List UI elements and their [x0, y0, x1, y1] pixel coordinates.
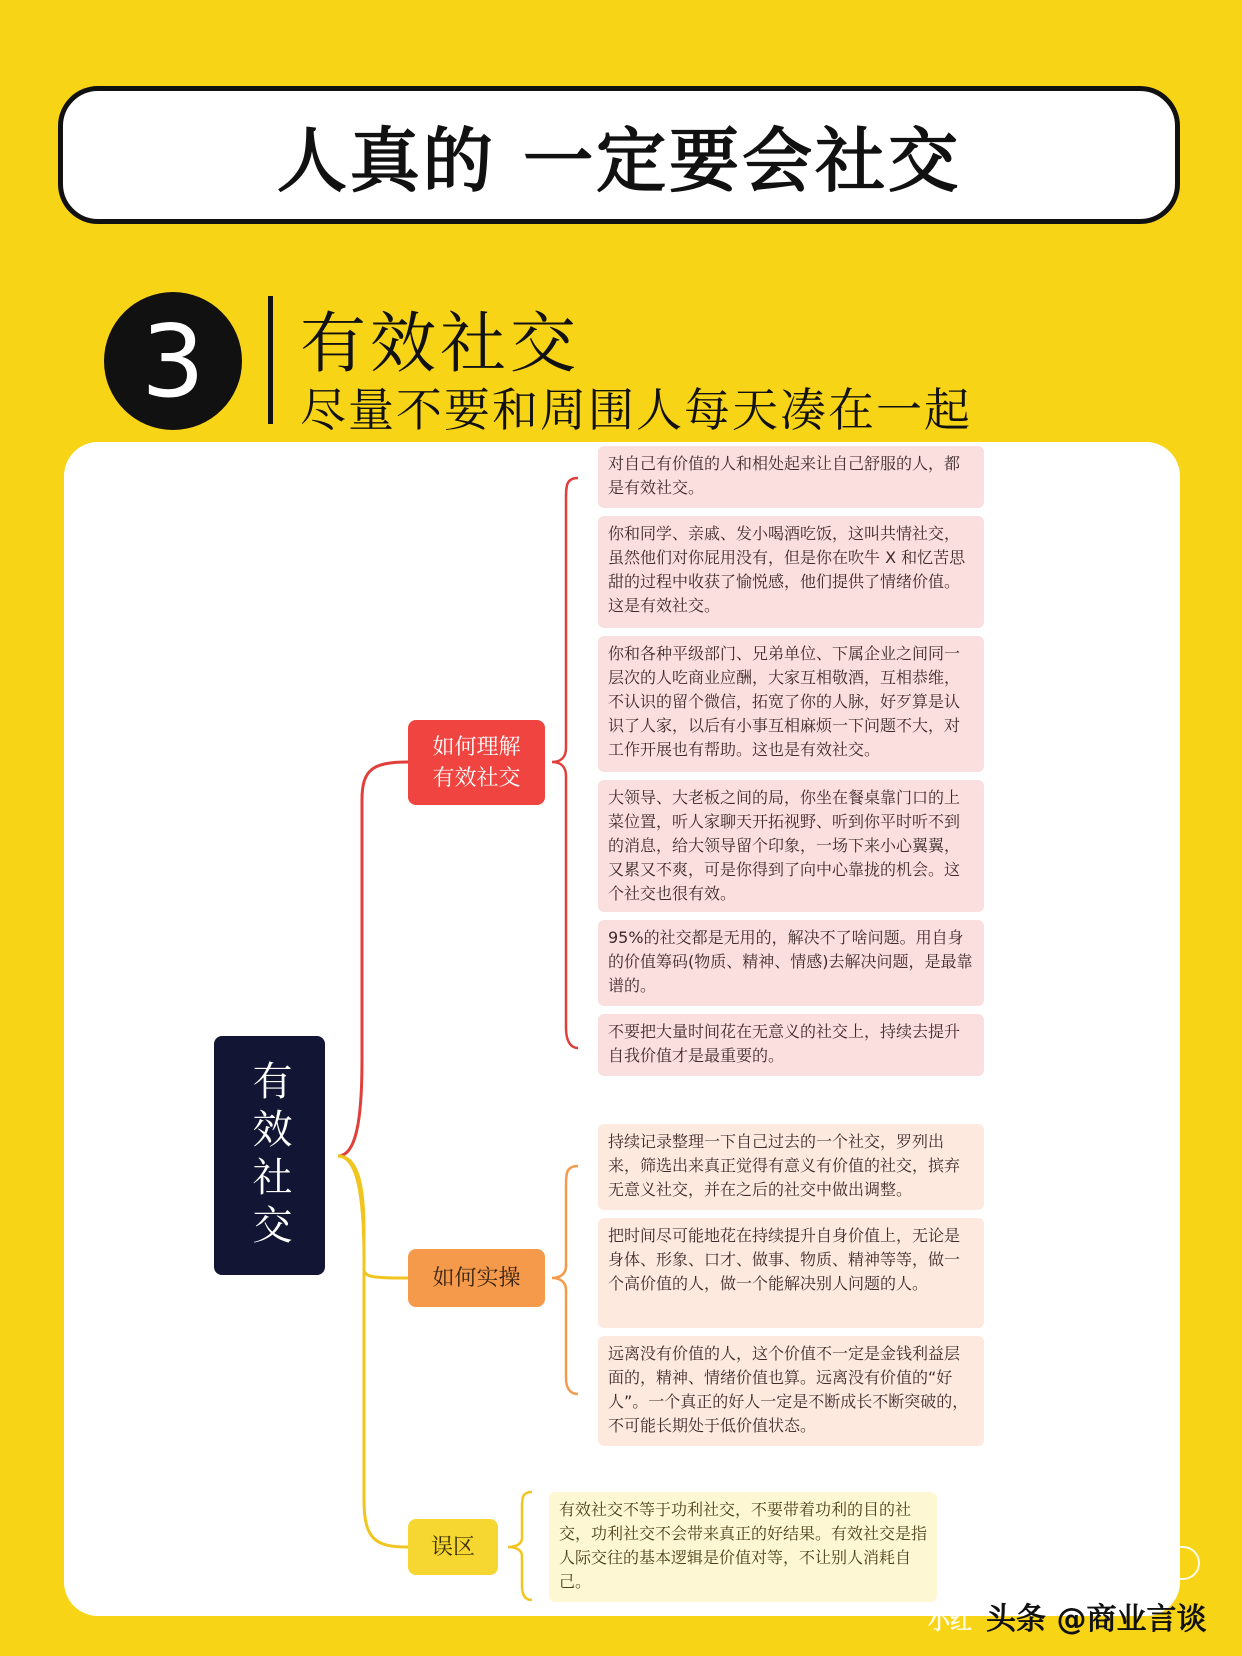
branch-label: 如何实操 — [432, 1265, 521, 1291]
page-title: 人真的 一定要会社交 — [276, 119, 962, 202]
leaf-node: 对自己有价值的人和相处起来让自己舒服的人，都是有效社交。 — [598, 446, 984, 508]
section-subtitle: 尽量不要和周围人每天凑在一起 — [300, 383, 972, 437]
bracket-branch-3 — [508, 1492, 532, 1600]
branch-node-understanding — [408, 720, 545, 805]
branch-node-practice — [408, 1249, 545, 1307]
bracket-branch-2 — [552, 1166, 578, 1394]
source-watermark: 头条 @商业言谈 — [986, 1602, 1207, 1637]
leaf-node: 你和同学、亲戚、发小喝酒吃饭，这叫共情社交，虽然他们对你屁用没有，但是你在吹牛 X 和忆苦思甜的过程中收获了愉悦感，他们提供了情绪价值。这是有效社交。 — [598, 516, 984, 628]
bracket-branch-1 — [552, 478, 578, 1048]
branch-node-misconception — [408, 1519, 498, 1575]
faded-watermark: 小红 — [928, 1610, 973, 1635]
root-node: 有效社交 — [214, 1036, 325, 1275]
leaf-node: 远离没有价值的人，这个价值不一定是金钱利益层面的，精神、情绪价值也算。远离没有价值的“好人”。一个真正的好人一定是不断成长不断突破的，不可能长期处于低价值状态。 — [598, 1336, 984, 1446]
connector-root-branch-3 — [338, 1156, 408, 1547]
leaf-node: 持续记录整理一下自己过去的一个社交，罗列出来，筛选出来真正觉得有意义有价值的社交，摈弃无意义社交，并在之后的社交中做出调整。 — [598, 1124, 984, 1210]
branch-label: 误区 — [430, 1534, 475, 1560]
section-title: 有效社交 — [300, 305, 580, 382]
branch-label: 如何理解 有效社交 — [432, 734, 521, 791]
connector-root-branch-2 — [338, 1156, 408, 1278]
watermark-badge: 5 — [1122, 1546, 1200, 1580]
leaf-node: 不要把大量时间花在无意义的社交上，持续去提升自我价值才是最重要的。 — [598, 1014, 984, 1076]
leaf-node: 大领导、大老板之间的局，你坐在餐桌靠门口的上菜位置，听人家聊天开拓视野、听到你平时听不到的消息，给大领导留个印象，一场下来小心翼翼，又累又不爽，可是你得到了向中心靠拢的机会。这个社交也很有效。 — [598, 780, 984, 912]
leaf-node: 有效社交不等于功利社交，不要带着功利的目的社交，功利社交不会带来真正的好结果。有效社交是指人际交往的基本逻辑是价值对等，不让别人消耗自己。 — [549, 1492, 937, 1602]
connector-root-branch-1 — [338, 762, 408, 1156]
leaf-node: 你和各种平级部门、兄弟单位、下属企业之间同一层次的人吃商业应酬，大家互相敬酒，互相恭维，不认识的留个微信，拓宽了你的人脉，好歹算是认识了人家，以后有小事互相麻烦一下问题不大，对工作开展也有帮助。这也是有效社交。 — [598, 636, 984, 772]
leaf-node: 把时间尽可能地花在持续提升自身价值上，无论是身体、形象、口才、做事、物质、精神等等，做一个高价值的人，做一个能解决别人问题的人。 — [598, 1218, 984, 1328]
leaf-node: 95%的社交都是无用的，解决不了啥问题。用自身的价值筹码(物质、精神、情感)去解决问题，是最靠谱的。 — [598, 920, 984, 1006]
section-number-badge: 3 — [104, 292, 242, 430]
